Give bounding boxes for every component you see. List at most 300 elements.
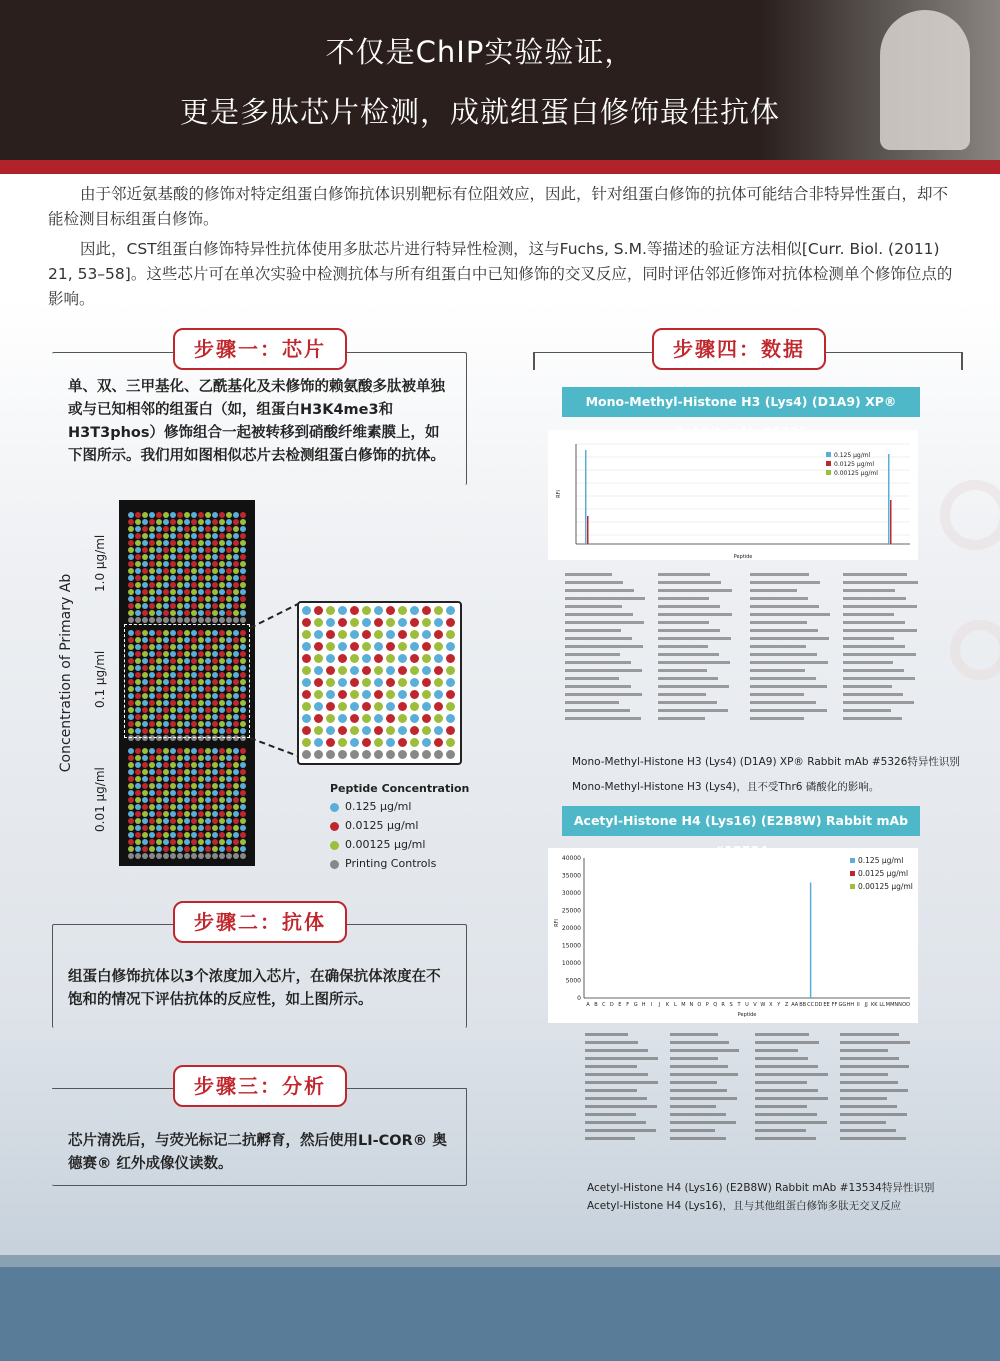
chip-spot (142, 846, 148, 852)
chip-spot (177, 769, 183, 775)
key-row (750, 666, 835, 674)
chip-spot (149, 804, 155, 810)
chip-spot (142, 561, 148, 567)
chart1-xlabel: Peptide (733, 554, 753, 560)
chip-spot (212, 512, 218, 518)
chip-spot (233, 790, 239, 796)
chip-spot (240, 589, 246, 595)
chip-spot (314, 678, 323, 687)
chip-spot (198, 526, 204, 532)
chip-spot (233, 526, 239, 532)
chip-spot (374, 630, 383, 639)
key-row (750, 626, 835, 634)
chip-spot (350, 654, 359, 663)
key-row (565, 714, 650, 722)
key-row (565, 594, 650, 602)
chip-spot (135, 610, 141, 616)
key-row (755, 1110, 833, 1118)
chip-spot (362, 750, 371, 759)
chip-spot (398, 654, 407, 663)
chip-spot (226, 797, 232, 803)
chip-spot (128, 846, 134, 852)
chart2-legend-swatch (850, 884, 855, 889)
chip-spot (302, 702, 311, 711)
chip-spot (198, 547, 204, 553)
chip-spot (374, 642, 383, 651)
chip-spot (233, 853, 239, 859)
chip-spot (184, 575, 190, 581)
chip-spot (314, 666, 323, 675)
chip-spot (149, 568, 155, 574)
chip-spot (422, 714, 431, 723)
chip-spot (142, 769, 148, 775)
key-row (565, 618, 650, 626)
chip-spot (205, 617, 211, 623)
chart2-ytick: 40000 (561, 855, 581, 862)
chip-spot (240, 610, 246, 616)
chip-spot (163, 832, 169, 838)
chip-spot (398, 726, 407, 735)
chip-spot (128, 561, 134, 567)
chip-spot (434, 654, 443, 663)
chip-spot (191, 554, 197, 560)
chip-spot (398, 606, 407, 615)
key-row (843, 618, 928, 626)
key-row (585, 1030, 663, 1038)
chip-spot (374, 654, 383, 663)
chip-spot (212, 790, 218, 796)
chip-spot (191, 783, 197, 789)
header-line-1: 不仅是ChIP实验验证， (325, 35, 635, 69)
chip-spot (212, 769, 218, 775)
chip-spot (314, 654, 323, 663)
chip-spot (386, 750, 395, 759)
chip-spot (156, 755, 162, 761)
chip-spot (135, 596, 141, 602)
chip-spot (205, 533, 211, 539)
key-row (840, 1110, 918, 1118)
chip-spot (198, 846, 204, 852)
chip-spot (350, 618, 359, 627)
chip-spot (326, 606, 335, 615)
chart1-bar (888, 454, 890, 544)
chart2-legend-swatch (850, 871, 855, 876)
chip-spot (163, 783, 169, 789)
chip-spot (184, 846, 190, 852)
chart1-legend-swatch (826, 470, 831, 475)
legend-dot (330, 860, 339, 869)
key-row (840, 1118, 918, 1126)
chip-spot (156, 575, 162, 581)
chip-spot (135, 568, 141, 574)
chip-spot (350, 630, 359, 639)
chip-spot (191, 797, 197, 803)
chip-spot (163, 790, 169, 796)
key-row (750, 578, 835, 586)
chip-spot (386, 678, 395, 687)
key-row (658, 634, 743, 642)
chip-spot (163, 825, 169, 831)
chip-spot (226, 568, 232, 574)
chip-spot (177, 839, 183, 845)
chip-spot (163, 804, 169, 810)
chip-spot (386, 618, 395, 627)
chip-spot (446, 678, 455, 687)
chip-spot (226, 519, 232, 525)
chip-spot (314, 618, 323, 627)
chip-spot (240, 853, 246, 859)
chip-spot (302, 726, 311, 735)
chip-spot (240, 575, 246, 581)
chip-spot (177, 776, 183, 782)
chart1-legend-label: 0.0125 μg/ml (834, 461, 875, 468)
key-row (750, 714, 835, 722)
conc-label-high: 1.0 μg/ml (93, 534, 107, 592)
chip-spot (226, 617, 232, 623)
chip-spot (142, 617, 148, 623)
chart2-xtick: D (609, 1002, 614, 1008)
chip-spot (128, 811, 134, 817)
chip-spot (184, 755, 190, 761)
chip-spot (233, 582, 239, 588)
key-row (585, 1086, 663, 1094)
chip-spot (398, 642, 407, 651)
chip-spot (386, 630, 395, 639)
chip-spot (156, 603, 162, 609)
chip-spot (156, 797, 162, 803)
chip-spot (233, 811, 239, 817)
scientist-photo (760, 0, 1000, 160)
chart2-xtick: S (729, 1002, 733, 1008)
key-row (585, 1054, 663, 1062)
chip-spot (191, 582, 197, 588)
chip-spot (422, 666, 431, 675)
chip-spot (170, 818, 176, 824)
key-row (658, 682, 743, 690)
chip-spot (142, 596, 148, 602)
chip-spot (410, 738, 419, 747)
chip-spot (142, 575, 148, 581)
chip-spot (410, 630, 419, 639)
chip-spot (149, 839, 155, 845)
key-row (750, 690, 835, 698)
key-row (750, 642, 835, 650)
chip-spot (191, 748, 197, 754)
chip-spot (163, 610, 169, 616)
chip-spot (219, 762, 225, 768)
chip-spot (198, 825, 204, 831)
chip-spot (156, 533, 162, 539)
chip-spot (163, 512, 169, 518)
chip-spot (374, 750, 383, 759)
key-row (840, 1086, 918, 1094)
chip-spot (240, 596, 246, 602)
chart2-xtick: N (689, 1002, 694, 1008)
chip-spot (446, 654, 455, 663)
chip-spot (326, 642, 335, 651)
chip-spot (191, 568, 197, 574)
chip-spot (149, 818, 155, 824)
chip-spot (128, 603, 134, 609)
chip-spot (350, 726, 359, 735)
chip-spot (240, 533, 246, 539)
chip-spot (350, 666, 359, 675)
chip-spot (163, 839, 169, 845)
chip-spot (386, 690, 395, 699)
chip-spot (446, 750, 455, 759)
chip-spot (163, 575, 169, 581)
chip-spot (170, 617, 176, 623)
chip-spot (362, 606, 371, 615)
chart2-ytick: 30000 (561, 890, 581, 897)
chip-spot (422, 618, 431, 627)
key-row (658, 658, 743, 666)
key-row (585, 1094, 663, 1102)
footer-accent (0, 1255, 1000, 1267)
chip-spot (142, 533, 148, 539)
key-row (585, 1118, 663, 1126)
legend-item: 0.125 μg/ml (330, 800, 411, 813)
chip-spot (205, 748, 211, 754)
chip-spot (170, 596, 176, 602)
chip-spot (149, 526, 155, 532)
chip-spot (142, 853, 148, 859)
chip-spot (422, 738, 431, 747)
chip-spot (205, 596, 211, 602)
key-row (755, 1046, 833, 1054)
key-row (750, 682, 835, 690)
chip-spot (135, 554, 141, 560)
key-row (670, 1110, 748, 1118)
key-row (840, 1102, 918, 1110)
chip-spot (410, 654, 419, 663)
chip-spot (205, 797, 211, 803)
chart2-xtick: P (705, 1002, 709, 1008)
chip-spot (191, 755, 197, 761)
chip-spot (156, 818, 162, 824)
chip-spot (177, 540, 183, 546)
chip-spot (177, 526, 183, 532)
chip-spot (422, 690, 431, 699)
chip-spot (226, 832, 232, 838)
chip-spot (191, 776, 197, 782)
chip-spot (163, 853, 169, 859)
key-row (585, 1126, 663, 1134)
chart2-xtick: BB (799, 1002, 807, 1008)
chip-spot (422, 726, 431, 735)
chart2-legend-label: 0.125 μg/ml (858, 856, 904, 865)
chip-spot (233, 839, 239, 845)
key-row (565, 642, 650, 650)
chip-spot (184, 589, 190, 595)
chip-spot (135, 526, 141, 532)
chip-spot (198, 853, 204, 859)
chart2-caption-2: Acetyl-Histone H4 (Lys16)，且与其他组蛋白修饰多肽无交叉反应 (587, 1200, 902, 1212)
chip-spot (398, 714, 407, 723)
chip-spot (177, 797, 183, 803)
chip-spot (205, 853, 211, 859)
chip-spot (149, 783, 155, 789)
chip-spot (212, 519, 218, 525)
chip-spot (135, 769, 141, 775)
key-row (658, 642, 743, 650)
chip-spot (233, 610, 239, 616)
chip-spot (326, 666, 335, 675)
chip-spot (142, 512, 148, 518)
chip-spot (170, 769, 176, 775)
chip-spot (149, 575, 155, 581)
chip-spot (240, 554, 246, 560)
chip-spot (184, 762, 190, 768)
chip-spot (177, 596, 183, 602)
chip-spot (212, 832, 218, 838)
chip-spot (233, 589, 239, 595)
chip-spot (170, 526, 176, 532)
chip-spot (205, 582, 211, 588)
chip-spot (156, 554, 162, 560)
chip-spot (362, 642, 371, 651)
key-row (755, 1054, 833, 1062)
key-row (658, 706, 743, 714)
chip-spot (386, 606, 395, 615)
chip-spot (446, 690, 455, 699)
chip-spot (410, 678, 419, 687)
chip-spot (128, 568, 134, 574)
chip-spot (314, 738, 323, 747)
chip-spot (135, 783, 141, 789)
chip-spot (338, 678, 347, 687)
chip-spot (198, 832, 204, 838)
chip-spot (212, 589, 218, 595)
chip-spot (374, 618, 383, 627)
chip-spot (226, 755, 232, 761)
chip-spot (191, 846, 197, 852)
chip-spot (240, 603, 246, 609)
chip-spot (205, 512, 211, 518)
chip-spot (233, 825, 239, 831)
chip-spot (374, 606, 383, 615)
chart2-ytick: 35000 (561, 872, 581, 880)
chip-spot (226, 839, 232, 845)
chip-spot (142, 776, 148, 782)
chip-spot (170, 512, 176, 518)
chip-spot (362, 702, 371, 711)
key-row (750, 706, 835, 714)
chip-spot (191, 853, 197, 859)
key-row (750, 570, 835, 578)
chip-spot (170, 568, 176, 574)
chip-spot (149, 603, 155, 609)
chip-spot (240, 769, 246, 775)
chip-spot (170, 797, 176, 803)
chip-spot (142, 818, 148, 824)
chip-spot (226, 575, 232, 581)
chip-spot (326, 714, 335, 723)
chip-spot (163, 596, 169, 602)
chip-spot (326, 654, 335, 663)
chip-spot (446, 702, 455, 711)
chip-spot (240, 582, 246, 588)
chip-spot (163, 554, 169, 560)
chip-spot (233, 540, 239, 546)
chip-spot (326, 678, 335, 687)
chip-spot (149, 755, 155, 761)
chip-spot (135, 755, 141, 761)
chart2-xtick: EE (823, 1002, 830, 1008)
chip-spot (219, 575, 225, 581)
key-row (843, 706, 928, 714)
chip-spot (191, 790, 197, 796)
chip-spot (212, 561, 218, 567)
zoom-source-frame (124, 624, 250, 738)
chart2-bar (810, 883, 812, 999)
chart2-xtick: H (641, 1002, 646, 1008)
key-row (565, 578, 650, 586)
chip-spot (149, 825, 155, 831)
chip-spot (170, 825, 176, 831)
chip-spot (338, 666, 347, 675)
chip-spot (219, 603, 225, 609)
chip-spot (233, 561, 239, 567)
chip-spot (135, 547, 141, 553)
key-row (840, 1126, 918, 1134)
chip-spot (338, 738, 347, 747)
chip-spot (386, 702, 395, 711)
chip-spot (156, 540, 162, 546)
key-row (755, 1038, 833, 1046)
chip-spot (205, 839, 211, 845)
key-row (755, 1070, 833, 1078)
chip-spot (434, 738, 443, 747)
chip-spot (142, 603, 148, 609)
chip-spot (410, 666, 419, 675)
chip-spot (170, 610, 176, 616)
chip-spot (177, 575, 183, 581)
chip-spot (302, 750, 311, 759)
key-row (658, 674, 743, 682)
key-row (670, 1078, 748, 1086)
chip-spot (142, 797, 148, 803)
legend-dot (330, 803, 339, 812)
chart2-xtick: Y (777, 1002, 781, 1008)
chip-spot (226, 748, 232, 754)
chip-spot (240, 748, 246, 754)
conc-label-mid: 0.1 μg/ml (93, 650, 107, 708)
chip-spot (156, 589, 162, 595)
chip-spot (302, 738, 311, 747)
chip-spot (350, 714, 359, 723)
chip-spot (233, 603, 239, 609)
chip-spot (338, 606, 347, 615)
chip-spot (362, 678, 371, 687)
key-row (658, 578, 743, 586)
key-row (670, 1062, 748, 1070)
key-row (843, 674, 928, 682)
chip-spot (163, 846, 169, 852)
chip-spot (212, 603, 218, 609)
chip-spot (142, 589, 148, 595)
chip-spot (191, 575, 197, 581)
chip-spot (212, 797, 218, 803)
chip-spot (240, 797, 246, 803)
chip-spot (362, 714, 371, 723)
chart2-xtick: K (665, 1002, 670, 1008)
conc-label-low: 0.01 μg/ml (93, 767, 107, 832)
chip-spot (205, 769, 211, 775)
chip-spot (135, 762, 141, 768)
chip-spot (434, 714, 443, 723)
chart2-xtick: GG (838, 1002, 847, 1008)
